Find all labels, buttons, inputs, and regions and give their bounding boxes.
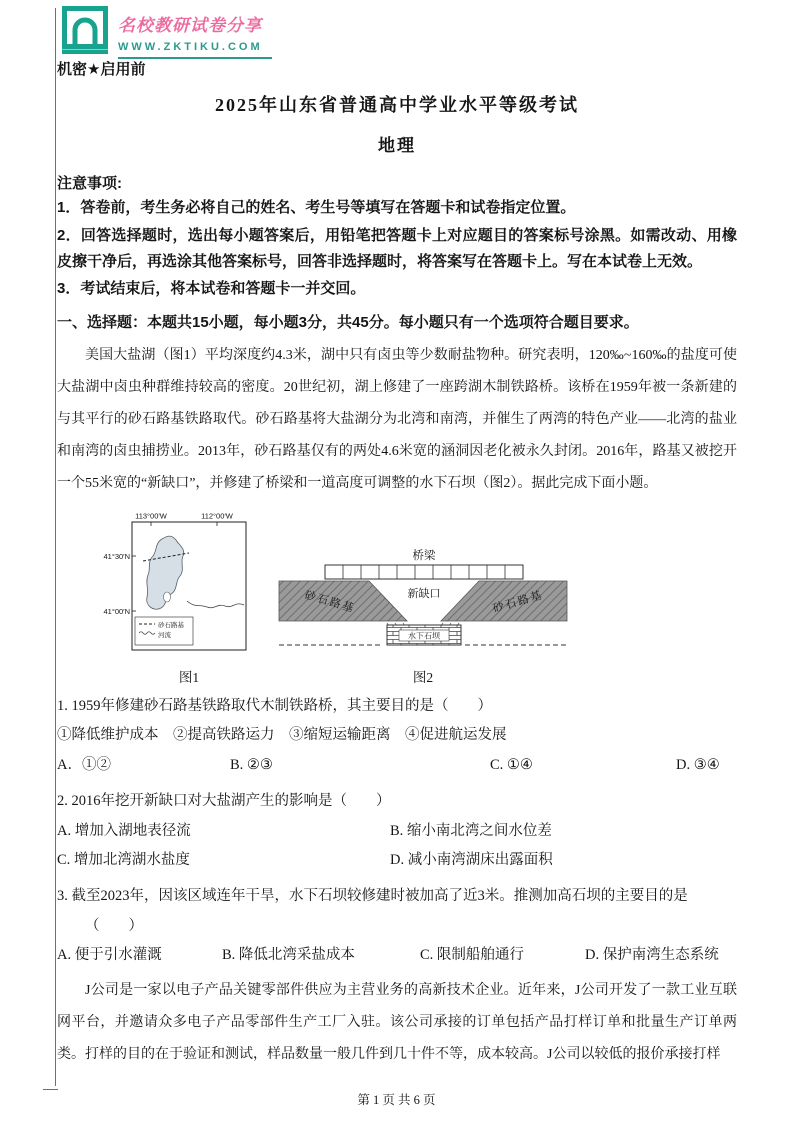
question-3-stem: 3. 截至2023年，因该区域连年干旱，水下石坝较修建时被加高了近3米。推测加高石坝的主要目的是: [57, 887, 688, 904]
site-logo: [62, 6, 263, 61]
question-3: [57, 882, 737, 971]
question-3-choice-b: B. 降低北湾采盐成本: [222, 947, 355, 964]
legend-causeway-label: 砂石路基: [158, 621, 184, 629]
notice-item-1: 1．答卷前，考生务必将自己的姓名、考生号等填写在答题卡和试卷指定位置。: [57, 199, 576, 216]
question-1-numbered-options: ①降低维护成本 ②提高铁路运力 ③缩短运输距离 ④促进航运发展: [57, 727, 507, 744]
subject-title: 地理: [378, 136, 416, 155]
figure-2-caption: 图2: [412, 669, 434, 685]
question-3-choice-d: D. 保护南湾生态系统: [585, 947, 719, 964]
figure-1-svg: [99, 509, 251, 659]
figure-1-caption: 图1: [178, 669, 200, 685]
question-2-choice-c: C. 增加北湾湖水盐度: [57, 852, 190, 869]
question-1-choice-a: A．①②: [57, 757, 111, 774]
page-margin-line: [55, 8, 56, 1086]
figure-1-map: [99, 509, 251, 686]
question-1-choice-b: B. ②③: [230, 757, 273, 774]
exam-title: 2025年山东省普通高中学业水平等级考试: [215, 95, 579, 115]
notice-item-3: 3．考试结束后，将本试卷和答题卡一并交回。: [57, 280, 366, 298]
page-number: 第 1 页 共 6 页: [357, 1093, 436, 1107]
question-2-choices: [57, 817, 737, 876]
question-3-stem-continued: （ ）: [85, 917, 143, 934]
notice-heading: 注意事项:: [57, 175, 122, 192]
question-1-stem: 1. 1959年修建砂石路基铁路取代木制铁路桥，其主要目的是（ ）: [57, 697, 492, 714]
bridge-deck: [325, 565, 523, 579]
question-2-choice-b: B. 缩小南北湾之间水位差: [390, 822, 552, 839]
bridge-label: 桥梁: [412, 549, 436, 562]
lat-label-41-00n: 41°00′N: [103, 606, 130, 616]
question-1-choices: [57, 751, 737, 781]
zktiku-logo-icon: [62, 6, 108, 61]
lon-label-113w: 113°00′W: [135, 511, 167, 521]
figure-2-svg: [277, 519, 569, 659]
question-3-choice-c: C. 限制船舶通行: [420, 947, 524, 964]
notice-item-2: 2．回答选择题时，选出每小题答案后，用铅笔把答题卡上对应题目的答案标号涂黑。如需改动、用橡皮擦干净后，再选涂其他答案标号，回答非选择题时，将答案写在答题卡上。写在本试卷上无效。: [57, 226, 737, 270]
logo-url: WWW.ZKTIKU.COM: [118, 41, 263, 53]
confidential-label: 机密★启用前: [57, 61, 146, 78]
legend-river-label: 河流: [158, 631, 171, 639]
lat-label-41-30n: 41°30′N: [103, 551, 130, 561]
question-2-choice-a: A. 增加入湖地表径流: [57, 822, 191, 839]
question-3-choice-a: A. 便于引水灌溉: [57, 947, 162, 964]
dam-label: 水下石坝: [408, 631, 440, 641]
figures-row: [99, 509, 737, 686]
figure-2-cross-section: [277, 519, 569, 686]
logo-title: 名校教研试卷分享: [118, 16, 262, 35]
paper-content: [57, 58, 737, 1072]
embankment-left-label: 砂石路基: [303, 588, 357, 615]
passage-j-company: J公司是一家以电子产品关键零部件供应为主营业务的高新技术企业。近年来，J公司开发了一款工业互联网平台，并邀请众多电子产品零部件生产工厂入驻。该公司承接的订单包括产品打样订单和批量生产订单两类。打样的目的在于验证和测试，样品数量一般几件到几十件不等，成本较高。J公司以较低的报价承接打样: [57, 983, 737, 1063]
question-1-choice-c: C. ①④: [490, 757, 533, 774]
question-2-stem: 2. 2016年挖开新缺口对大盐湖产生的影响是（ ）: [57, 792, 391, 809]
question-2-choice-d: D. 减小南湾湖床出露面积: [390, 852, 553, 869]
question-2: [57, 787, 737, 876]
section-one-heading: 一、选择题：本题共15小题，每小题3分，共45分。每小题只有一个选项符合题目要求。: [57, 314, 639, 332]
new-gap-label: 新缺口: [407, 587, 441, 600]
lon-label-112w: 112°00′W: [201, 511, 233, 521]
question-3-choices: [57, 941, 737, 971]
embankment-right-label: 砂石路基: [491, 588, 545, 615]
lake-island: [164, 592, 171, 602]
passage-great-salt-lake: 美国大盐湖（图1）平均深度约4.3米，湖中只有卤虫等少数耐盐物种。研究表明，120‰~160‰的盐度可使大盐湖中卤虫种群维持较高的密度。20世纪初，湖上修建了一座跨湖木制铁路桥。该桥在1959年被一条新建的与其平行的砂石路基铁路取代。砂石路基将大盐湖分为北湾和南湾，并催生了两湾的特色产业——北湾的盐业和南湾的卤虫捕捞业。2013年，砂石路基仅有的两处4.6米宽的涵洞因老化被永久封闭。2016年，路基又被挖开一个55米宽的“新缺口”，并修建了桥梁和一道高度可调整的水下石坝（图2）。据此完成下面小题。: [57, 347, 737, 492]
question-1: [57, 692, 737, 781]
question-1-choice-d: D. ③④: [676, 757, 720, 774]
